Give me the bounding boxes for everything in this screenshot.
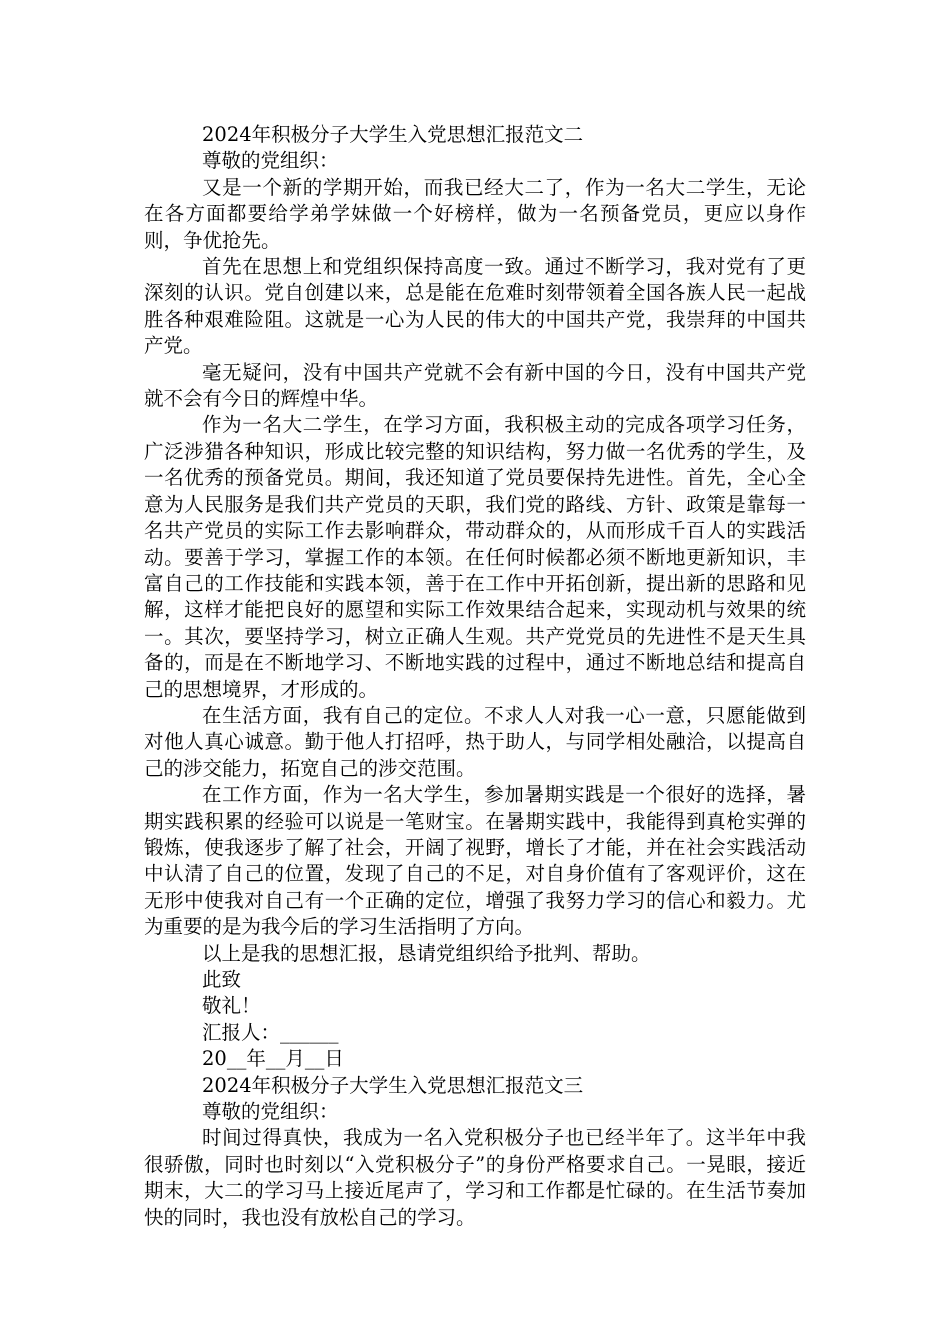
section2-salutation: 尊敬的党组织： <box>202 149 339 173</box>
closing-1: 此致 <box>202 968 242 991</box>
section2-paragraph: 在生活方面，我有自己的定位。不求人人对我一心一意，只愿能做到对他人真心诚意。勤于他人打招呼，热于助人，与同学相处融洽，以提高自己的涉交能力，拓宽自己的涉交范围。 <box>144 703 806 780</box>
reporter-line: 汇报人：______ <box>202 1020 339 1044</box>
section3-title: 2024年积极分子大学生入党思想汇报范文三 <box>202 1073 584 1097</box>
section2-paragraph: 以上是我的思想汇报，恳请党组织给予批判、帮助。 <box>202 941 651 965</box>
document-page <box>144 122 806 1231</box>
section2-paragraph: 又是一个新的学期开始，而我已经大二了，作为一名大二学生，无论在各方面都要给学弟学妹做一个好榜样，做为一名预备党员，更应以身作则，争优抢先。 <box>144 175 806 252</box>
date-line: 20__年__月__日 <box>202 1047 344 1071</box>
section2-paragraph: 在工作方面，作为一名大学生，参加暑期实践是一个很好的选择，暑期实践积累的经验可以说是一笔财宝。在暑期实践中，我能得到真枪实弹的锻炼，使我逐步了解了社会，开阔了视野，增长了才能，并在社会实践活动中认清了自己的位置，发现了自己的不足，对自身价值有了客观评价，这在无形中使我对自己有一个正确的定位，增强了我努力学习的信心和毅力。尤为重要的是为我今后的学习生活指明了方向。 <box>144 783 806 939</box>
section2-paragraph: 首先在思想上和党组织保持高度一致。通过不断学习，我对党有了更深刻的认识。党自创建以来，总是能在危难时刻带领着全国各族人民一起战胜各种艰难险阻。这就是一心为人民的伟大的中国共产党，我崇拜的中国共产党。 <box>144 255 806 358</box>
section2-paragraph: 毫无疑问，没有中国共产党就不会有新中国的今日，没有中国共产党就不会有今日的辉煌中华。 <box>144 360 806 411</box>
section2-title: 2024年积极分子大学生入党思想汇报范文二 <box>202 123 584 146</box>
section3-paragraph: 时间过得真快，我成为一名入党积极分子也已经半年了。这半年中我很骄傲，同时也时刻以“入党积极分子”的身份严格要求自己。一晃眼，接近期末，大二的学习马上接近尾声了，学习和工作都是忙碌的。在生活节奏加快的同时，我也没有放松自己的学习。 <box>144 1126 806 1229</box>
section2-paragraph: 作为一名大二学生，在学习方面，我积极主动的完成各项学习任务，广泛涉猎各种知识，形成比较完整的知识结构，努力做一名优秀的学生，及一名优秀的预备党员。期间，我还知道了党员要保持先进性。首先，全心全意为人民服务是我们共产党员的天职，我们党的路线、方针、政策是靠每一名共产党员的实际工作去影响群众，带动群众的，从而形成千百人的实践活动。要善于学习，掌握工作的本领。在任何时候都必须不断地更新知识，丰富自己的工作技能和实践本领，善于在工作中开拓创新，提出新的思路和见解，这样才能把良好的愿望和实际工作效果结合起来，实现动机与效果的统一。其次，要坚持学习，树立正确人生观。共产党党员的先进性不是天生具备的，而是在不断地学习、不断地实践的过程中，通过不断地总结和提高自己的思想境界，才形成的。 <box>144 413 806 701</box>
section3-salutation: 尊敬的党组织： <box>202 1100 339 1124</box>
closing-2: 敬礼！ <box>202 994 261 1018</box>
